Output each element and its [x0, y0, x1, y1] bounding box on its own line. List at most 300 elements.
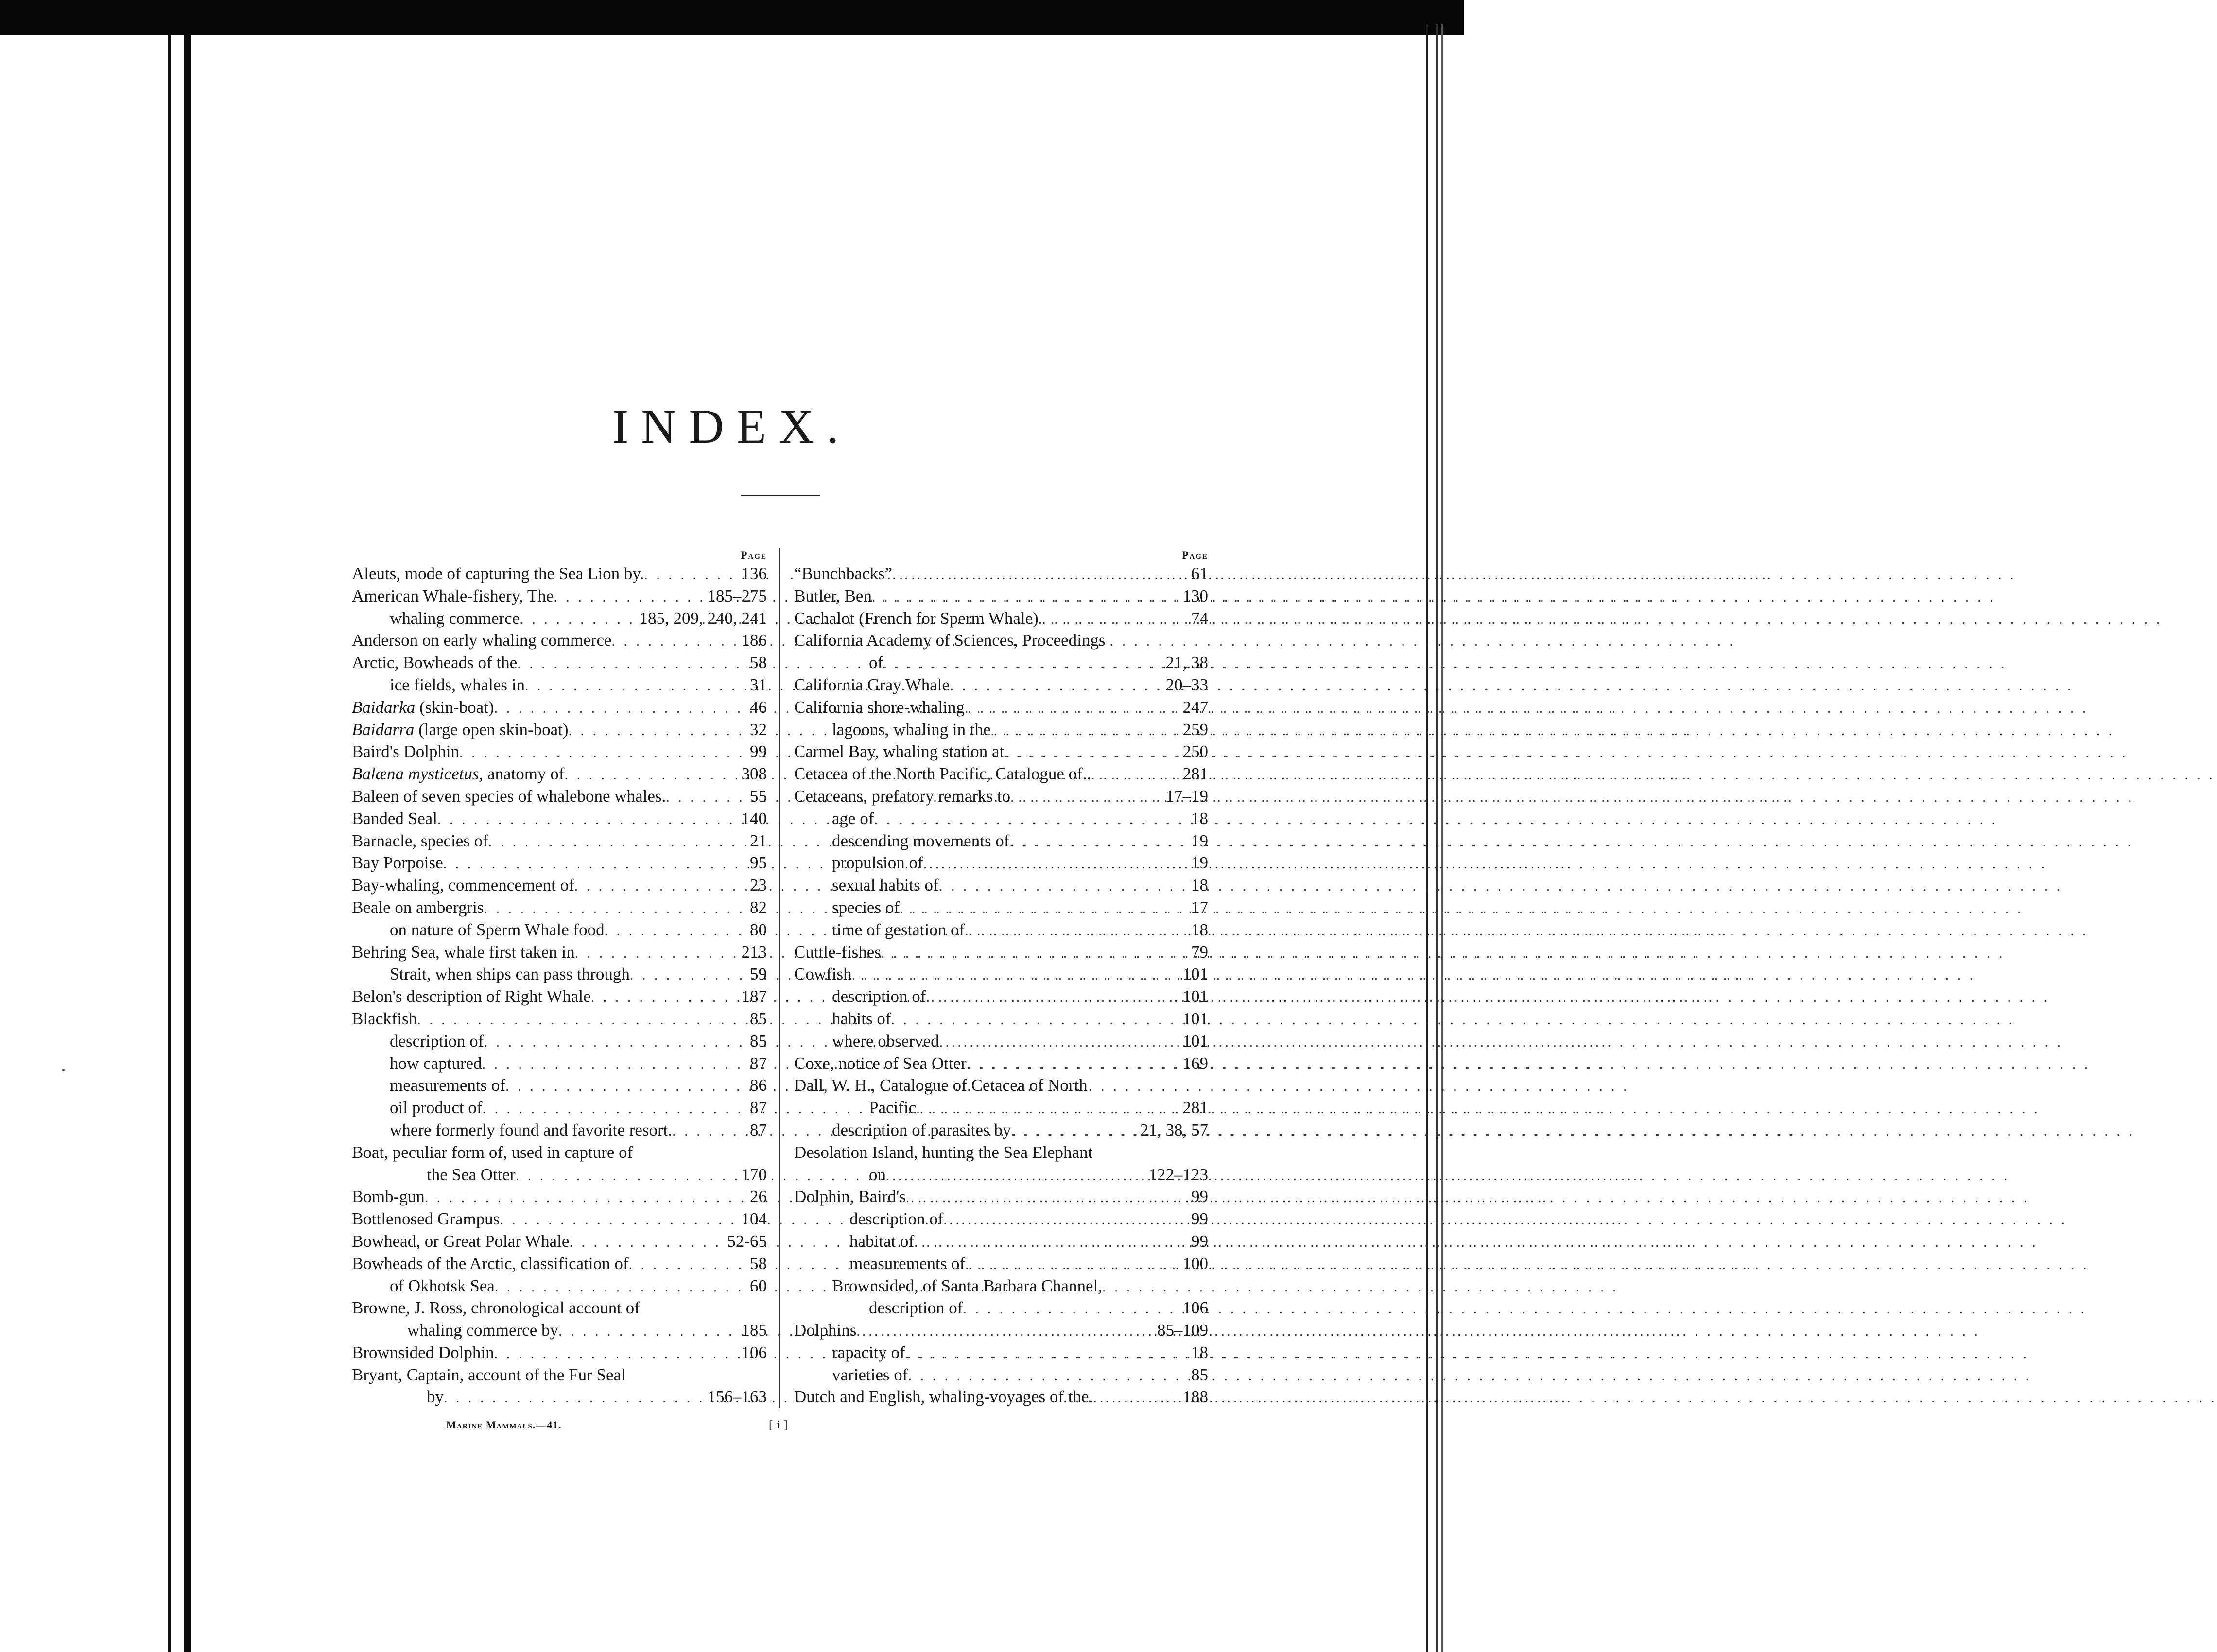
- index-entry-text: [832, 719, 991, 741]
- index-entry-label: description of parasites by: [832, 1120, 1011, 1139]
- index-entry: [352, 1297, 767, 1319]
- index-entry-label: on: [869, 1165, 886, 1184]
- dot-leader: [575, 942, 739, 964]
- index-entry-text: [869, 652, 883, 674]
- index-entry-label: Baird's Dolphin: [352, 742, 460, 761]
- index-entry-label: Browne, J. Ross, chronological account of: [352, 1298, 640, 1318]
- dot-leader: [892, 564, 1188, 586]
- dot-leader: [906, 1187, 1188, 1209]
- index-entry: [794, 963, 1208, 985]
- index-entry: [794, 1119, 1208, 1141]
- index-entry-text: [832, 985, 926, 1008]
- dot-leader: [569, 720, 747, 742]
- dot-leader: [950, 675, 1162, 697]
- index-entry-pages: 23: [750, 876, 767, 895]
- dot-leader: [872, 586, 1180, 608]
- dot-leader: [905, 1342, 1188, 1365]
- index-entry-text: [832, 1342, 905, 1364]
- dot-leader: [437, 809, 739, 831]
- index-entry-pages: 21, 38, 57: [1140, 1120, 1208, 1139]
- index-entry: [794, 941, 1208, 964]
- index-entry-pages: 26: [750, 1187, 767, 1206]
- index-entry-text: [390, 1119, 672, 1141]
- index-entry-text: [352, 808, 437, 830]
- index-entry-pages: 104: [741, 1209, 767, 1229]
- index-entry-text: [390, 1097, 483, 1119]
- index-entry-label: Dolphins: [794, 1321, 857, 1340]
- dot-leader: [525, 675, 747, 697]
- index-entry: [794, 1052, 1208, 1075]
- dot-leader: [916, 1098, 1179, 1120]
- index-entry-pages: 55: [750, 786, 767, 806]
- index-entry-pages: 99: [750, 742, 767, 761]
- index-entry-pages: 17: [1191, 897, 1208, 917]
- dot-leader: [672, 1120, 747, 1142]
- dot-leader: [505, 1075, 747, 1098]
- index-entry: [794, 1208, 1208, 1230]
- index-entry-text: [390, 1030, 484, 1052]
- index-entry: [794, 1386, 1208, 1408]
- dot-leader: [967, 1053, 1180, 1076]
- index-entry-label: Bay-whaling, commencement of: [352, 876, 574, 895]
- index-entry: [352, 1052, 767, 1075]
- index-entry-text: [794, 585, 872, 607]
- index-entry-label: Desolation Island, hunting the Sea Elephant: [794, 1142, 1093, 1162]
- index-entry-text: [794, 607, 1039, 630]
- index-entry-label: Cetacea of the North Pacific, Catalogue of..: [794, 764, 1091, 784]
- index-entry: [352, 719, 767, 741]
- index-entry: [794, 763, 1208, 785]
- index-entry-pages: 18: [1191, 1342, 1208, 1362]
- index-entry-label: descending movements of: [832, 831, 1010, 850]
- index-entry-label: on nature of Sperm Whale food: [390, 920, 605, 939]
- index-entry-label: Belon's description of Right Whale: [352, 987, 591, 1006]
- index-entry-text: [849, 1208, 943, 1230]
- index-entry-text: [794, 696, 965, 719]
- index-entry-pages: 185: [741, 1321, 767, 1340]
- dot-leader: [425, 1187, 747, 1209]
- page-number: [ i ]: [769, 1419, 788, 1431]
- index-entry-pages: 95: [750, 853, 767, 873]
- index-entry-label: the Sea Otter: [427, 1165, 516, 1184]
- index-entry-text: [407, 1319, 558, 1342]
- page-title: INDEX.: [612, 399, 852, 453]
- index-entry-text: [794, 1386, 1093, 1408]
- scan-border-top: [0, 0, 1464, 35]
- index-entry-pages: 52-65: [727, 1231, 767, 1251]
- index-entry-text: [794, 941, 881, 964]
- index-entry: [794, 808, 1208, 830]
- index-entry-text: [832, 1275, 1208, 1297]
- index-entry: [794, 1297, 1208, 1319]
- dot-leader: [494, 697, 747, 720]
- index-entry-text: [869, 1097, 916, 1119]
- index-entry: [352, 1186, 767, 1208]
- dot-leader: [629, 1254, 747, 1276]
- index-entry-pages: 74: [1191, 608, 1208, 628]
- index-entry-text: [832, 1119, 1011, 1141]
- index-entry-pages: 122–123: [1148, 1165, 1208, 1184]
- index-entry-pages: 86: [750, 1076, 767, 1095]
- index-entry-label: description of: [849, 1209, 944, 1229]
- index-entry: [352, 585, 767, 607]
- dot-leader: [612, 630, 739, 653]
- index-entry-text: [794, 763, 1091, 785]
- index-entry-label: habitat of: [849, 1231, 915, 1251]
- index-entry: [794, 1342, 1208, 1364]
- index-entry-label: Bowheads of the Arctic, classification of: [352, 1254, 629, 1273]
- index-entry: [794, 830, 1208, 852]
- index-entry-pages: 101: [1182, 1009, 1208, 1028]
- index-entry-pages: 82: [750, 897, 767, 917]
- index-entry: [352, 1342, 767, 1364]
- index-entry-pages: 99: [1191, 1187, 1208, 1206]
- index-entry-text: [832, 874, 939, 896]
- dot-leader: [554, 586, 704, 608]
- index-entry-label: Cachalot (French for Sperm Whale): [794, 608, 1039, 628]
- index-entry-label: Brownsided Dolphin: [352, 1342, 494, 1362]
- index-entry: [352, 1008, 767, 1030]
- dot-leader: [923, 853, 1188, 875]
- index-entry-text: [794, 1319, 856, 1342]
- index-entry: [794, 719, 1208, 741]
- index-entry-pages: 308: [741, 764, 767, 784]
- index-entry-pages: 87: [750, 1120, 767, 1139]
- dot-leader: [482, 1053, 747, 1076]
- index-entry-text: [352, 1141, 767, 1164]
- index-entry: [352, 629, 767, 652]
- index-entry: [794, 629, 1208, 652]
- index-entry: [352, 1364, 767, 1386]
- index-entry-pages: 85–109: [1157, 1321, 1208, 1340]
- dot-leader: [886, 1165, 1146, 1187]
- index-entry-label: California Gray Whale: [794, 675, 950, 694]
- index-entry: [794, 696, 1208, 719]
- index-entries-right: [794, 563, 1208, 1408]
- index-entry-pages: 18: [1191, 809, 1208, 828]
- index-entry-pages: 106: [1182, 1298, 1208, 1318]
- index-entry-text: [352, 896, 484, 919]
- index-entry-pages: 250: [1182, 742, 1208, 761]
- index-entry-text: [832, 1364, 908, 1386]
- index-entry-text: [390, 963, 630, 985]
- dot-leader: [1011, 1120, 1137, 1142]
- index-entry-pages: 80: [750, 920, 767, 939]
- index-entry-pages: 169: [1182, 1053, 1208, 1073]
- index-entry-text: [427, 1164, 516, 1186]
- index-entry-label: Banded Seal: [352, 809, 437, 828]
- index-entry: [794, 985, 1208, 1008]
- dot-leader: [914, 1231, 1188, 1254]
- index-entry-pages: 259: [1182, 720, 1208, 739]
- index-entry-label: anatomy of: [483, 764, 565, 784]
- index-entry-pages: 85: [750, 1031, 767, 1050]
- index-entry: [794, 874, 1208, 896]
- index-entry-pages: 32: [750, 720, 767, 739]
- index-entry-label: Aleuts, mode of capturing the Sea Lion by.: [352, 564, 644, 583]
- index-entry-label: whaling commerce: [390, 608, 520, 628]
- index-entry-text: [832, 1030, 939, 1052]
- index-entry: [794, 896, 1208, 919]
- index-entry-text: [352, 830, 488, 852]
- index-entry-italic-term: Baidarra: [352, 720, 415, 739]
- dot-leader: [630, 964, 747, 986]
- index-entry-label: of: [869, 653, 883, 672]
- index-entry-pages: 156–163: [707, 1387, 767, 1407]
- index-entry-text: [352, 1297, 767, 1319]
- index-entry-pages: 140: [741, 809, 767, 828]
- index-entry: [352, 941, 767, 964]
- index-entry-label: varieties of: [832, 1365, 908, 1384]
- index-entry-text: [352, 585, 554, 607]
- index-entry-text: [832, 1008, 891, 1030]
- index-entry-pages: 61: [1191, 564, 1208, 583]
- index-entry-label: description of: [832, 987, 926, 1006]
- index-entry-text: [794, 1141, 1208, 1164]
- index-entry-pages: 130: [1182, 586, 1208, 605]
- dot-leader: [963, 1298, 1179, 1320]
- index-entry-label: Strait, when ships can pass through: [390, 964, 630, 984]
- index-entry-text: [832, 852, 923, 874]
- index-entry-label: Cetaceans, prefatory remarks to: [794, 786, 1011, 806]
- dot-leader: [494, 1342, 739, 1365]
- dot-leader: [517, 653, 747, 675]
- index-entry-text: [352, 941, 575, 964]
- index-entry-label: sexual habits of: [832, 876, 939, 895]
- dot-leader: [564, 764, 738, 786]
- index-entry-label: Boat, peculiar form of, used in capture of: [352, 1142, 633, 1162]
- index-entry-label: California Academy of Sciences, Proceedings: [794, 631, 1106, 650]
- index-entry-label: how captured: [390, 1053, 482, 1073]
- index-entry-text: [869, 1164, 886, 1186]
- index-entry-label: Carmel Bay, whaling station at: [794, 742, 1005, 761]
- index-entry-text: [849, 1253, 965, 1275]
- index-entry: [352, 1141, 767, 1164]
- index-entry: [794, 1030, 1208, 1052]
- index-entry-text: [352, 985, 591, 1008]
- page-column-header: Page: [1182, 549, 1208, 561]
- index-entry: [794, 674, 1208, 696]
- index-entry-text: [794, 674, 950, 696]
- index-entry-label: description of: [390, 1031, 484, 1050]
- index-entry-text: [832, 919, 965, 941]
- index-entry: [352, 1074, 767, 1097]
- index-entry-label: Bay Porpoise: [352, 853, 443, 873]
- dot-leader: [488, 831, 747, 853]
- page-column-header: Page: [741, 549, 767, 561]
- index-entry-text: [352, 719, 569, 741]
- index-entry-pages: 20–33: [1165, 675, 1208, 694]
- index-entry-label: Butler, Ben: [794, 586, 872, 605]
- dot-leader: [943, 1209, 1188, 1231]
- index-entry: [352, 563, 767, 585]
- index-entry: [794, 1319, 1208, 1342]
- index-entry-label: Pacific: [869, 1098, 917, 1118]
- dot-leader: [459, 741, 747, 764]
- index-entry-label: measurements of: [390, 1076, 506, 1095]
- index-entry-label: American Whale-fishery, The: [352, 586, 554, 605]
- index-entry-text: [794, 563, 892, 585]
- index-entry: [352, 785, 767, 808]
- dot-leader: [900, 897, 1188, 920]
- index-entry-label: Baleen of seven species of whalebone whales.: [352, 786, 666, 806]
- index-entry-label: Dolphin, Baird's: [794, 1187, 906, 1206]
- index-entry-pages: 46: [750, 697, 767, 717]
- dot-leader: [1004, 741, 1179, 764]
- index-entry: [794, 652, 1208, 674]
- page-binding-edge: [184, 35, 191, 1652]
- dot-leader: [1091, 764, 1179, 786]
- dot-leader: [644, 564, 738, 586]
- index-entry: [352, 963, 767, 985]
- index-entry-label: Bowhead, or Great Polar Whale: [352, 1231, 570, 1251]
- index-entry-pages: 21, 38: [1165, 653, 1208, 672]
- index-entry-label: Bryant, Captain, account of the Fur Seal: [352, 1365, 626, 1384]
- index-entry-label: habits of: [832, 1009, 891, 1028]
- index-entry-italic-term: Balæna mysticetus,: [352, 764, 484, 784]
- index-entry-pages: 101: [1182, 987, 1208, 1006]
- index-entry: [352, 985, 767, 1008]
- index-entry-pages: 21: [750, 831, 767, 850]
- index-entry-text: [352, 740, 459, 763]
- index-entry-text: [794, 1074, 1208, 1097]
- index-entry-text: [352, 563, 644, 585]
- index-entry-pages: 281: [1182, 764, 1208, 784]
- index-entry-text: [352, 763, 564, 785]
- index-entry: [352, 1097, 767, 1119]
- index-entry-pages: 106: [741, 1342, 767, 1362]
- index-entry-text: [352, 696, 494, 719]
- index-entry-pages: 247: [1182, 697, 1208, 717]
- index-entry-text: [832, 808, 874, 830]
- index-column-right: [794, 548, 1208, 1408]
- index-entry-pages: 19: [1191, 831, 1208, 850]
- index-entry: [794, 1186, 1208, 1208]
- index-entry-text: [390, 1052, 482, 1075]
- index-entry: [352, 1208, 767, 1230]
- dot-leader: [574, 875, 747, 897]
- dot-leader: [874, 809, 1188, 831]
- index-entry-pages: 87: [750, 1098, 767, 1118]
- index-entry-text: [352, 785, 666, 808]
- index-entry: [794, 740, 1208, 763]
- index-entry-label: Arctic, Bowheads of the: [352, 653, 518, 672]
- index-entry: [352, 1030, 767, 1052]
- index-entry-pages: 99: [1191, 1231, 1208, 1251]
- dot-leader: [666, 786, 747, 809]
- index-entry-pages: 18: [1191, 920, 1208, 939]
- dot-leader: [483, 1098, 747, 1120]
- index-entry: [794, 1164, 1208, 1186]
- index-entry-pages: 170: [741, 1165, 767, 1184]
- title-rule: [741, 495, 820, 496]
- index-entry: [794, 1074, 1208, 1097]
- index-entry-text: [352, 874, 574, 896]
- index-entry: [794, 1141, 1208, 1164]
- index-entry-text: [427, 1386, 444, 1408]
- index-entry: [352, 763, 767, 785]
- dot-leader: [939, 1031, 1180, 1053]
- left-page-edge: [168, 35, 171, 1652]
- index-entry-label: by: [427, 1387, 444, 1407]
- index-entry-pages: 17–19: [1165, 786, 1208, 806]
- scan-speck: [62, 1069, 65, 1071]
- index-entry-pages: 187: [741, 987, 767, 1006]
- index-entry: [352, 1164, 767, 1186]
- index-entry: [352, 1275, 767, 1297]
- dot-leader: [965, 1254, 1179, 1276]
- index-entry: [352, 1319, 767, 1342]
- index-entry-label: (skin-boat): [415, 697, 494, 717]
- dot-leader: [417, 1009, 747, 1031]
- index-entry-label: Dutch and English, whaling-voyages of the.: [794, 1387, 1093, 1407]
- index-entry-label: Beale on ambergris: [352, 897, 484, 917]
- index-entry: [794, 607, 1208, 630]
- index-entry-text: [794, 1052, 967, 1075]
- index-entry-label: Bottlenosed Grampus: [352, 1209, 500, 1229]
- index-entry-label: whaling commerce by: [407, 1321, 559, 1340]
- index-entry-text: [794, 629, 1208, 652]
- index-entry-label: Bomb-gun: [352, 1187, 425, 1206]
- index-entry-pages: 213: [741, 942, 767, 962]
- index-entry-text: [794, 785, 1010, 808]
- dot-leader: [500, 1209, 738, 1231]
- index-entry-label: where formerly found and favorite resort.: [390, 1120, 673, 1139]
- index-entry-text: [832, 830, 1009, 852]
- index-entries-left: [352, 563, 767, 1408]
- index-entry: [352, 1253, 767, 1275]
- index-entry: [794, 785, 1208, 808]
- index-entry-label: Brownsided, of Santa Barbara Channel,: [832, 1276, 1102, 1295]
- dot-leader: [1039, 608, 1188, 631]
- index-entry-pages: 85: [750, 1009, 767, 1028]
- index-entry-pages: 60: [750, 1276, 767, 1295]
- index-entry: [352, 1119, 767, 1141]
- index-entry: [794, 563, 1208, 585]
- index-entry: [352, 874, 767, 896]
- dot-leader: [881, 942, 1188, 964]
- index-entry-label: description of: [869, 1298, 963, 1318]
- index-entry-text: [352, 1342, 494, 1364]
- index-entry-pages: 58: [750, 1254, 767, 1273]
- index-entry-label: Dall, W. H., Catalogue of Cetacea of North: [794, 1076, 1088, 1095]
- index-entry-label: measurements of: [849, 1254, 966, 1273]
- index-entry-pages: 58: [750, 653, 767, 672]
- index-entry: [794, 585, 1208, 607]
- index-column-left: [352, 548, 767, 1408]
- dot-leader: [939, 875, 1188, 897]
- index-entry-label: time of gestation of: [832, 920, 965, 939]
- index-entry-text: [352, 1208, 500, 1230]
- dot-leader: [605, 920, 747, 942]
- dot-leader: [516, 1165, 739, 1187]
- index-entry: [352, 674, 767, 696]
- index-entry-pages: 59: [750, 964, 767, 984]
- index-entry-text: [832, 896, 900, 919]
- index-entry-text: [352, 629, 612, 652]
- index-entry: [352, 1230, 767, 1253]
- index-entry-label: Anderson on early whaling commerce: [352, 631, 612, 650]
- index-entry: [352, 652, 767, 674]
- dot-leader: [1093, 1387, 1179, 1409]
- index-entry: [794, 1364, 1208, 1386]
- index-entry-text: [390, 1275, 495, 1297]
- index-entry-text: [352, 852, 443, 874]
- index-entry-text: [390, 1074, 505, 1097]
- index-entry: [352, 808, 767, 830]
- index-entry: [794, 1230, 1208, 1253]
- index-entry: [352, 896, 767, 919]
